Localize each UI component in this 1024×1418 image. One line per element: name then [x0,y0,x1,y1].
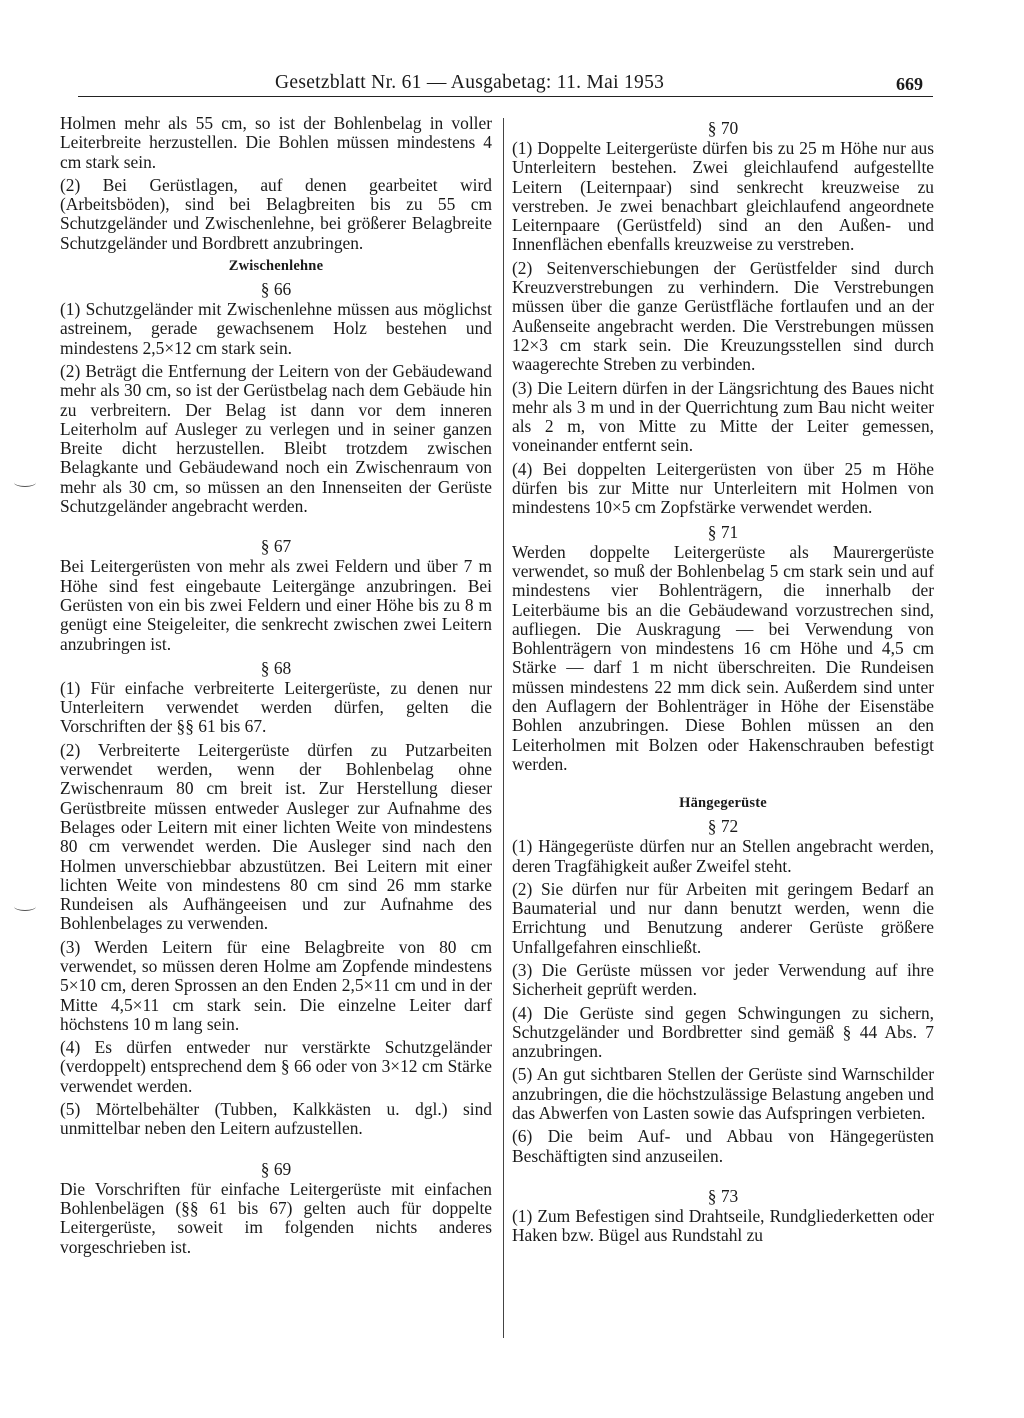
paragraph: (3) Werden Leitern für eine Belagbreite von 80 cm verwendet, so müssen deren Holme am Zopfende mindestens 5×10 cm, deren Sprossen an den Enden 2,5×11 cm und in der Mitte 4,5×11 cm stark sein. Die einzelne Leiter darf höchstens 10 m lang sein. [60,936,492,1034]
section-68-title: § 68 [260,657,292,678]
paragraph: Bei Leitergerüsten von mehr als zwei Feldern und über 7 m Höhe sind fest eingebaute Leitergänge anzubringen. Bei Gerüsten von ein bis zwei Feldern und einer Höhe bis zu 8 m genügt eine Steigeleiter, die senkrecht zwischen zwei Leitern anzubringen ist. [60,556,492,654]
section-heading-zwischenlehne: Zwischenlehne [228,258,324,275]
paragraph: (2) Seitenverschiebungen der Gerüstfelder sind durch Kreuzverstrebungen zu verhindern. Die Verstrebungen müssen über die ganze Gerüstfläche fortlaufen und an der Außenseite angebracht werden. Die Verstrebungen müssen 12×3 cm stark sein. Die Kreuzungsstellen sind durch waagerechte Streben zu verbinden. [512,257,934,375]
paragraph: (2) Sie dürfen nur für Arbeiten mit geringem Bedarf an Baumaterial und nur dann benutzt werden, wenn die Errichtung und Benutzung anderer Gerüste größere Unfallgefahren einschließt. [512,878,934,957]
paragraph: (4) Bei doppelten Leitergerüsten von über 25 m Höhe dürfen bis zur Mitte nur Unterleitern mit Holmen von mindestens 10×5 cm Zopfstärke verwendet werden. [512,458,934,518]
right-column [512,114,934,1250]
paragraph: (1) Schutzgeländer mit Zwischenlehne müssen aus möglichst astreinem, gerade gewachsenem Holz bestehen und mindestens 2,5×12 cm stark sein. [60,299,492,358]
left-column [60,114,492,1261]
column-divider [503,118,504,1338]
section-heading-haengegerueste: Hängegerüste [679,795,767,812]
section-70-title: § 70 [707,118,739,138]
paragraph: (2) Verbreiterte Leitergerüste dürfen zu Putzarbeiten verwendet werden, wenn der Bohlenbelag ohne Zwischenraum 80 cm breit ist. Zur Herstellung dieser Gerüstbreite müssen entweder Ausleger zur Aufnahme des Belages oder Leitern mit einer lichten Weite von mindestens 80 cm verwendet werden. Die Ausleger sind nach den Holmen unverschiebbar abzustützen. Bei Leitern mit einer lichten Weite von mindestens 80 cm sind 26 mm starke Rundeisen als Aufhängeeisen und zur Aufnahme des Bohlenbelages zu verwenden. [60,739,492,934]
paragraph: (4) Die Gerüste sind gegen Schwingungen zu sichern, Schutzgeländer und Bordbretter sind gemäß § 44 Abs. 7 anzubringen. [512,1002,934,1062]
header-title: Gesetzblatt Nr. 61 — Ausgabetag: 11. Mai 1953 [275,72,665,93]
section-72-title: § 72 [707,816,739,837]
paragraph: (1) Doppelte Leitergerüste dürfen bis zu 25 m Höhe nur aus Unterleitern bestehen. Zwei gleichlaufend aufgestellte Leitern (Leiternpaar) sind senkrecht kreuzweise zu verstreben. Je zwei benachbart gleichlaufend angeordnete Leiternpaare (Gerüstfeld) sind an den Außen- und Innenflächen ebenfalls kreuzweise zu verstreben. [512,138,934,255]
paragraph: (3) Die Gerüste müssen vor jeder Verwendung auf ihre Sicherheit geprüft werden. [512,959,934,1000]
paragraph: (6) Die beim Auf- und Abbau von Hängegerüsten Beschäftigten sind anzuseilen. [512,1126,934,1166]
paragraph: (4) Es dürfen entweder nur verstärkte Schutzgeländer (verdoppelt) entsprechend dem § 66 oder von 3×12 cm Stärke verwendet werden. [60,1037,492,1096]
page-header [0,62,1024,98]
paragraph: (3) Die Leitern dürfen in der Längsrichtung des Baues nicht mehr als 3 m und in der Querrichtung zum Bau nicht weiter als 2 m, von Mitte zu Mitte der Leiter gemessen, voneinander entfernt sein. [512,377,934,456]
paragraph: Holmen mehr als 55 cm, so ist der Bohlenbelag in voller Leiterbreite herzustellen. Die Bohlen müssen mindestens 4 cm stark sein. [60,113,492,172]
paragraph: Die Vorschriften für einfache Leitergerüste mit einfachen Bohlenbelägen (§§ 61 bis 67) gelten auch für doppelte Leitergerüste, soweit im folgenden nichts anderes vorgeschrieben ist. [60,1178,492,1257]
section-69-title: § 69 [260,1158,292,1179]
paragraph: Werden doppelte Leitergerüste als Maurergerüste verwendet, so muß der Bohlenbelag 5 cm stark sein und auf mindestens vier Bohlenträgern, die innerhalb der Leiterbäume bis an die Gebäudewand vorzustrechen sind, aufliegen. Die Auskragung — bei Verwendung von Bohlenträgern von mindestens 16 cm Höhe und 4,5 cm Stärke — darf 1 m nicht überschreiten. Die Rundeisen müssen mindestens 22 mm dick sein. Außerdem sind unter den Auflagern der Bohlenträger in Höhe der Eisenstäbe Bohlen anzubringen. Diese Bohlen müssen an den Leiterholmen mit Bolzen oder Hakenschrauben befestigt werden. [512,541,934,774]
header-rule [78,96,933,97]
paragraph: (2) Bei Gerüstlagen, auf denen gearbeitet wird (Arbeitsböden), sind bei Belagbreiten bis zu 55 cm Schutzgeländer und Zwischenlehne, bei größerer Belagbreite Schutzgeländer und Bordbrett anzubringen. [60,174,492,253]
section-67-title: § 67 [260,536,292,557]
paragraph: (2) Beträgt die Entfernung der Leitern von der Gebäudewand mehr als 30 cm, so ist der Gerüstbelag nach dem Gebäude hin zu verbreitern. Der Belag ist dann vor dem inneren Leiterholm auf Ausleger zu verlegen und in seiner ganzen Breite dicht herzustellen. Bleibt trotzdem zwischen Belagkante und Gebäudewand noch ein Zwischenraum von mehr als 30 cm, so müssen an den Innenseiten der Gerüste Schutzgeländer angebracht werden. [60,360,492,517]
section-73-title: § 73 [707,1185,739,1206]
paragraph: (5) Mörtelbehälter (Tubben, Kalkkästen u. dgl.) sind unmittelbar neben den Leitern aufzustellen. [60,1099,492,1139]
section-71-title: § 71 [707,521,739,542]
margin-mark [14,478,36,487]
margin-mark [14,902,36,911]
page-number: 669 [896,74,923,94]
paragraph: (5) An gut sichtbaren Stellen der Gerüste sind Warnschilder anzubringen, die die höchstzulässige Belastung angeben und das Abwerfen von Lasten sowie das Aufspringen verbieten. [512,1064,934,1124]
paragraph: (1) Für einfache verbreiterte Leitergerüste, zu denen nur Unterleitern verwendet werden dürfen, gelten die Vorschriften der §§ 61 bis 67. [60,677,492,737]
paragraph: (1) Hängegerüste dürfen nur an Stellen angebracht werden, deren Tragfähigkeit außer Zweifel steht. [512,836,934,876]
section-66-title: § 66 [260,279,292,300]
paragraph: (1) Zum Befestigen sind Drahtseile, Rundgliederketten oder Haken bzw. Bügel aus Rundstahl zu [512,1205,934,1246]
